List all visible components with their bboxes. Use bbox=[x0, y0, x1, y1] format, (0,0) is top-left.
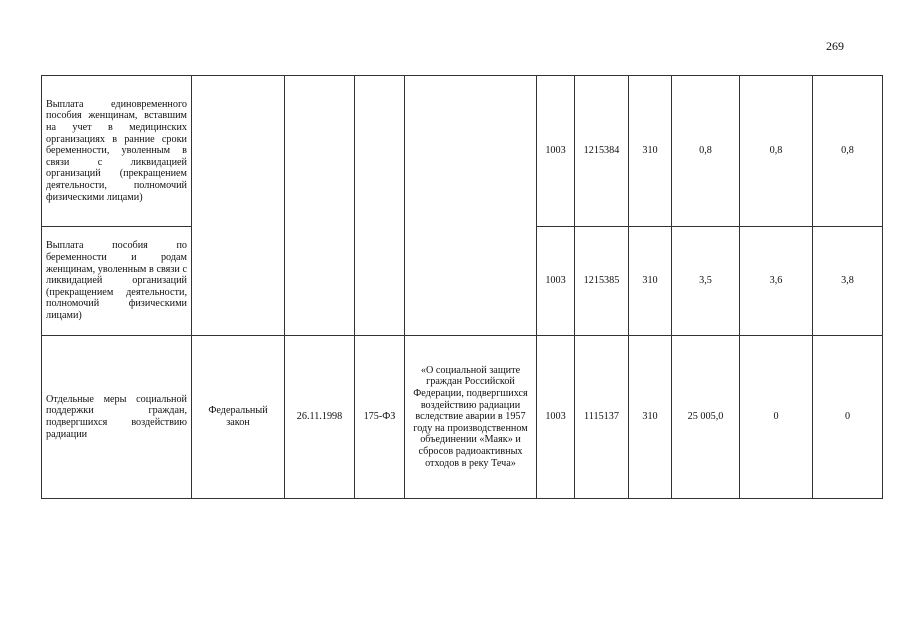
empty-cell bbox=[192, 76, 285, 336]
legal-act-type: Федеральный закон bbox=[192, 336, 285, 499]
target-article: 1215385 bbox=[575, 227, 629, 336]
value-year-3: 3,8 bbox=[813, 227, 883, 336]
value-year-3: 0,8 bbox=[813, 76, 883, 227]
value-year-1: 25 005,0 bbox=[672, 336, 740, 499]
target-article: 1115137 bbox=[575, 336, 629, 499]
value-year-1: 0,8 bbox=[672, 76, 740, 227]
table-row bbox=[42, 336, 883, 499]
section-code: 1003 bbox=[537, 227, 575, 336]
value-year-2: 0 bbox=[740, 336, 813, 499]
table-row bbox=[42, 76, 883, 227]
page-number: 269 bbox=[826, 39, 844, 53]
row-description: Выплата единовременного пособия женщинам, вставшим на учет в медицинских организациях в ранние сроки беременности, уволенным в связи с ликвидацией организаций (прекращением деятельности, полномочий физическими лицами) bbox=[42, 76, 192, 227]
expense-type: 310 bbox=[629, 336, 672, 499]
legal-act-number: 175-ФЗ bbox=[355, 336, 405, 499]
value-year-3: 0 bbox=[813, 336, 883, 499]
target-article: 1215384 bbox=[575, 76, 629, 227]
legal-act-date: 26.11.1998 bbox=[285, 336, 355, 499]
value-year-2: 0,8 bbox=[740, 76, 813, 227]
expense-type: 310 bbox=[629, 76, 672, 227]
empty-cell bbox=[355, 76, 405, 336]
expense-type: 310 bbox=[629, 227, 672, 336]
row-description: Выплата пособия по беременности и родам женщинам, уволенным в связи с ликвидацией организаций (прекращением деятельности, полномочий физическими лицами) bbox=[42, 227, 192, 336]
section-code: 1003 bbox=[537, 76, 575, 227]
section-code: 1003 bbox=[537, 336, 575, 499]
value-year-1: 3,5 bbox=[672, 227, 740, 336]
budget-table bbox=[41, 75, 883, 499]
legal-act-title: «О социальной защите граждан Российской Федерации, подвергшихся воздействию радиации вследствие аварии в 1957 году на производственном объединении «Маяк» и сбросов радиоактивных отходов в реку Теча» bbox=[405, 336, 537, 499]
empty-cell bbox=[285, 76, 355, 336]
row-description: Отдельные меры социальной поддержки граждан, подвергшихся воздействию радиации bbox=[42, 336, 192, 499]
value-year-2: 3,6 bbox=[740, 227, 813, 336]
empty-cell bbox=[405, 76, 537, 336]
